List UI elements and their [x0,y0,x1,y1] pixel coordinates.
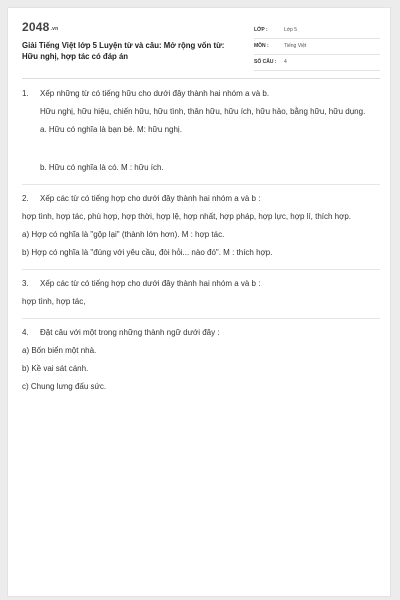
question-line: a) Bốn biển một nhà. [22,346,97,355]
logo-text: 2048 [22,20,50,34]
question-prompt: Xếp các từ có tiếng hợp cho dưới đây thành hai nhóm a và b : [40,194,261,203]
question-3 [22,270,380,319]
meta-value: 4 [284,59,287,65]
question-header [22,88,380,100]
question-header [22,327,380,339]
question-line: a. Hữu có nghĩa là bạn bè. M: hữu nghị. [40,125,182,134]
meta-row-count [254,56,380,71]
question-prompt: Xếp các từ có tiếng hợp cho dưới đây thành hai nhóm a và b : [40,279,261,288]
question-prompt: Đặt câu với một trong những thành ngữ dưới đây : [40,328,220,337]
site-logo[interactable] [22,20,58,34]
question-header [22,278,380,290]
question-2 [22,185,380,270]
meta-key: LỚP : [254,27,268,33]
question-line: hợp tình, hợp tác, phù hợp, hợp thời, hợp lệ, hợp nhất, hợp pháp, hợp lực, hợp lí, thích hợp. [22,212,352,221]
question-line: hợp tình, hợp tác, [22,297,86,306]
question-prompt: Xếp những từ có tiếng hữu cho dưới đây thành hai nhóm a và b. [40,89,270,98]
meta-row-subject [254,40,380,55]
meta-table [254,24,380,72]
question-1 [22,80,380,185]
logo-tld: .vn [50,26,59,32]
question-line: a) Hợp có nghĩa là "gộp lại" (thành lớn hơn). M : hợp tác. [22,230,225,239]
question-line: b) Kề vai sát cánh. [22,364,89,373]
meta-value: Lớp 5 [284,27,298,33]
question-line: Hữu nghị, hữu hiệu, chiến hữu, hữu tình, thân hữu, hữu ích, hữu hảo, bằng hữu, hữu dụng. [40,107,366,116]
question-number: 1. [22,89,29,98]
question-number: 4. [22,328,29,337]
document-page [7,7,391,597]
question-number: 2. [22,194,29,203]
question-4 [22,319,380,403]
question-header [22,193,380,205]
document-header [22,20,380,79]
question-number: 3. [22,279,29,288]
meta-key: SỐ CÂU : [254,59,277,65]
meta-key: MÔN : [254,43,269,49]
question-line: b) Hợp có nghĩa là "đúng với yêu cầu, đòi hỏi... nào đó". M : thích hợp. [22,248,273,257]
meta-value: Tiếng Việt [284,43,307,49]
question-line: c) Chung lưng đấu sức. [22,382,107,391]
question-list [22,80,380,403]
document-title: Giải Tiếng Việt lớp 5 Luyện từ và câu: Mở rộng vốn từ: Hữu nghị, hợp tác có đáp án [22,41,225,61]
meta-row-grade [254,24,380,39]
question-line: b. Hữu có nghĩa là có. M : hữu ích. [40,163,164,172]
